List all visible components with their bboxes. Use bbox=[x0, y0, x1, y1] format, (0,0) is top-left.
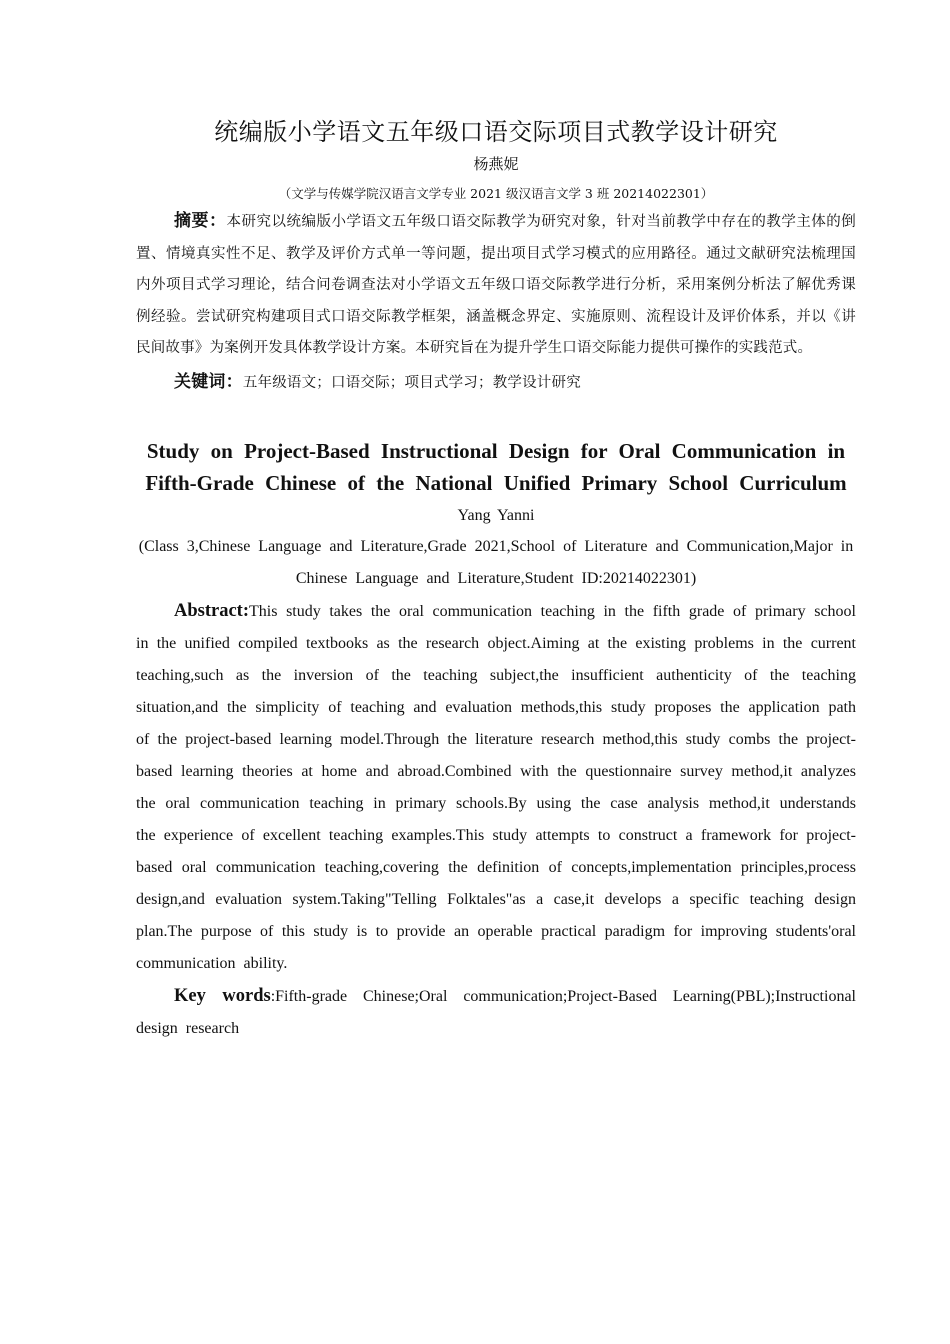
chinese-abstract-label: 摘要： bbox=[174, 211, 227, 231]
english-abstract-label: Abstract: bbox=[174, 601, 250, 621]
english-author: Yang Yanni bbox=[457, 507, 535, 524]
chinese-abstract bbox=[136, 206, 856, 365]
english-abstract-text: This study takes the oral communication teaching in the fifth grade of primary school in the unified compiled textbooks as the research object.Aiming at the existing problems in the current teaching,such as the inversion of the teaching subject,the insufficient authenticity of the teaching situation,and the simplicity of teaching and evaluation methods,this study proposes the application path of the project-based learning model.Through the literature research method,this study combs the project-based learning theories at home and abroad.Combined with the questionnaire survey method,it analyzes the oral communication teaching in primary schools.By using the case analysis method,it understands the experience of excellent teaching examples.This study attempts to construct a framework for project-based oral communication teaching,covering the definition of concepts,implementation principles,process design,and evaluation system.Taking"Telling Folktales"as a case,it develops a specific teaching design plan.The purpose of this study is to provide an operable practical paradigm for improving students'oral communication ability. bbox=[136, 603, 856, 972]
chinese-abstract-text: 本研究以统编版小学语文五年级口语交际教学为研究对象，针对当前教学中存在的教学主体的倒置、情境真实性不足、教学及评价方式单一等问题，提出项目式学习模式的应用路径。通过文献研究法梳理国内外项目式学习理论，结合问卷调查法对小学语文五年级口语交际教学进行分析，采用案例分析法了解优秀课例经验。尝试研究构建项目式口语交际教学框架，涵盖概念界定、实施原则、流程设计及评价体系，并以《讲民间故事》为案例开发具体教学设计方案。本研究旨在为提升学生口语交际能力提供可操作的实践范式。 bbox=[136, 214, 856, 356]
chinese-keywords-label: 关键词： bbox=[174, 371, 243, 392]
english-keywords-label: Key words bbox=[174, 986, 271, 1006]
english-affiliation: (Class 3,Chinese Language and Literature,Grade 2021,School of Literature and Communication,Major in Chinese Language and Literature,Student ID:20214022301) bbox=[138, 538, 854, 587]
chinese-keywords-text: 五年级语文；口语交际；项目式学习；教学设计研究 bbox=[242, 374, 581, 391]
english-title: Study on Project-Based Instructional Design for Oral Communication in Fifth-Grade Chinese of the National Unified Primary School Curriculum bbox=[145, 439, 847, 495]
english-abstract bbox=[136, 595, 856, 980]
english-keywords bbox=[136, 980, 856, 1045]
chinese-author: 杨燕妮 bbox=[473, 155, 519, 173]
english-keywords-text: :Fifth-grade Chinese;Oral communication;Project-Based Learning(PBL);Instructional design research bbox=[136, 988, 856, 1037]
chinese-title: 统编版小学语文五年级口语交际项目式教学设计研究 bbox=[214, 118, 778, 146]
chinese-keywords bbox=[136, 367, 856, 400]
chinese-affiliation: （文学与传媒学院汉语言文学专业 2021 级汉语言文学 3 班 20214022301） bbox=[278, 186, 714, 201]
paper-page bbox=[136, 112, 856, 1045]
